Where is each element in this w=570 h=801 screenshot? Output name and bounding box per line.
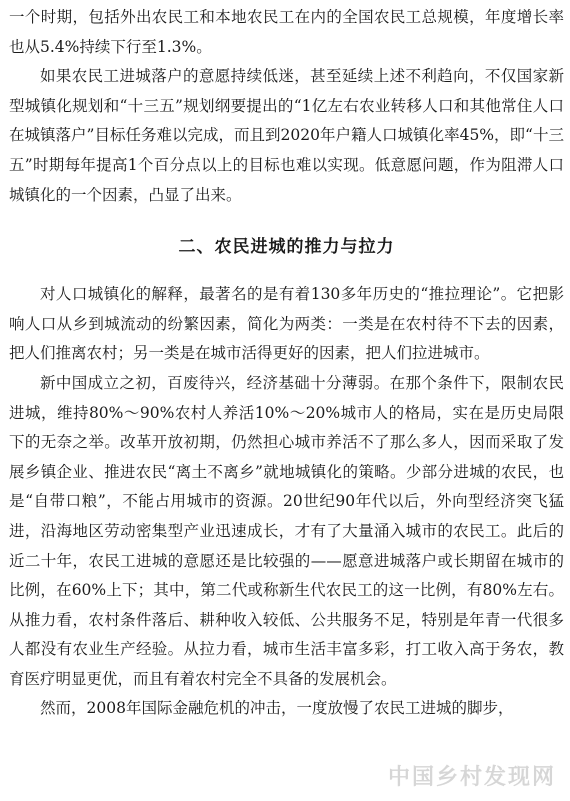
paragraph-history: 新中国成立之初，百废待兴，经济基础十分薄弱。在那个条件下，限制农民进城，维持80%～90%农村人养活10%～20%城市人的格局，实在是历史局限下的无奈之举。改革开放初期，仍然担心城市养活不了那么多人，因而采取了发展乡镇企业、推进农民“离土不离乡”就地城镇化的策略。少部分进城的农民，也是“自带口粮”，不能占用城市的资源。20世纪90年代以后，外向型经济突飞猛进，沿海地区劳动密集型产业迅速成长，才有了大量涌入城市的农民工。此后的近二十年，农民工进城的意愿还是比较强的——愿意进城落户或长期留在城市的比例，在60%上下；其中，第二代或称新生代农民工的这一比例，有80%左右。从推力看，农村条件落后、耕种收入较低、公共服务不足，特别是年青一代很多人都没有农业生产经验。从拉力看，城市生活丰富多彩，打工收入高于务农，教育医疗明显更优，而且有着农村完全不具备的发展机会。: [9, 373, 564, 688]
paragraph-financial-crisis: 然而，2008年国际金融危机的冲击，一度放慢了农民工进城的脚步，: [40, 699, 514, 718]
section-heading: 二、农民进城的推力与拉力: [178, 237, 395, 258]
paragraph-low-willingness: 如果农民工进城落户的意愿持续低迷，甚至延续上述不利趋向，不仅国家新型城镇化规划和“十三五”规划纲要提出的“1亿左右农业转移人口和其他常住人口在城镇落户”目标任务难以完成，而且到2020年户籍人口城镇化率45%，即“十三五”时期每年提高1个百分点以上的目标也难以实现。低意愿问题，作为阻滞人口城镇化的一个因素，凸显了出来。: [9, 67, 564, 204]
watermark-logo: 中国乡村发现网: [387, 765, 556, 790]
paragraph-continuation: 一个时期，包括外出农民工和本地农民工在内的全国农民工总规模，年度增长率也从5.4%持续下行至1.3%。: [9, 8, 564, 56]
paragraph-push-pull-theory: 对人口城镇化的解释，最著名的是有着130多年历史的“推拉理论”。它把影响人口从乡到城流动的纷繁因素，简化为两类：一类是在农村待不下去的因素，把人们推离农村；另一类是在城市活得更好的因素，把人们拉进城市。: [9, 285, 564, 363]
